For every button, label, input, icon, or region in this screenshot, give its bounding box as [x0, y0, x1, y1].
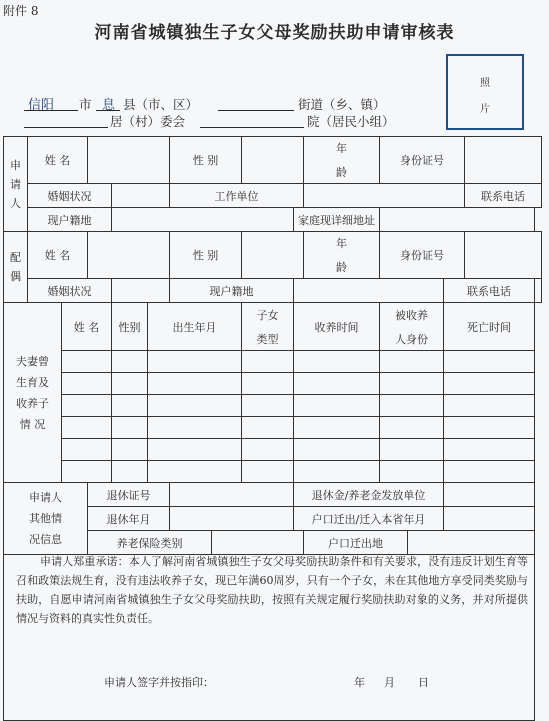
child-adopter-cell[interactable] [380, 439, 444, 461]
applicant-marital-label: 婚姻状况 [28, 184, 112, 208]
child-name-cell[interactable] [62, 417, 112, 439]
child-adopt-cell[interactable] [294, 461, 380, 483]
children-header-adopter: 被收养 人身份 [380, 303, 444, 351]
spouse-phone-field[interactable] [535, 279, 542, 303]
photo-box [446, 54, 524, 130]
children-section-label: 夫妻曾 生育及 收养子 情 况 [4, 303, 62, 483]
spouse-marital-field[interactable] [112, 279, 170, 303]
signature-year: 年 [354, 676, 365, 689]
child-name-cell[interactable] [62, 373, 112, 395]
spouse-phone-label: 联系电话 [444, 279, 535, 303]
promise-text: 申请人郑重承诺：本人了解河南省城镇独生子女父母奖励扶助条件和有关要求，没有违反计划生育等召和政策法规生育，没有违法收养子女，现已年满60周岁，只有一个子女，未在其他地方享受同类奖励与扶助，自愿申请河南省城镇独生子女父母奖励扶助，按照有关规定履行奖励扶助对象的义务，并对所提供情况与资料的真实性负责任。 [16, 555, 528, 625]
children-row [4, 461, 542, 483]
child-death-cell[interactable] [444, 439, 535, 461]
retire-cert-field[interactable] [170, 483, 294, 507]
child-adopt-cell[interactable] [294, 439, 380, 461]
spouse-name-label: 姓 名 [28, 232, 88, 279]
applicant-phone-label: 联系电话 [465, 184, 542, 208]
hukou-out-label: 户口迁出地 [304, 531, 408, 555]
applicant-gender-field[interactable] [242, 137, 304, 184]
child-adopt-cell[interactable] [294, 351, 380, 373]
children-row [4, 351, 542, 373]
pension-unit-field[interactable] [444, 483, 535, 507]
spouse-household-field[interactable] [294, 279, 444, 303]
child-name-cell[interactable] [62, 439, 112, 461]
applicant-id-label: 身份证号 [380, 137, 465, 184]
child-type-cell[interactable] [242, 351, 294, 373]
child-death-cell[interactable] [444, 351, 535, 373]
city-label: 市 [79, 97, 92, 112]
applicant-age-label: 年 龄 [304, 137, 380, 184]
child-type-cell[interactable] [242, 439, 294, 461]
county-label: 县（市、区） [123, 97, 199, 112]
child-name-cell[interactable] [62, 395, 112, 417]
retire-date-field[interactable] [170, 507, 294, 531]
children-header-adopt-time: 收养时间 [294, 303, 380, 351]
child-gender-cell[interactable] [112, 461, 148, 483]
child-adopt-cell[interactable] [294, 417, 380, 439]
children-header-gender: 性别 [112, 303, 148, 351]
child-type-cell[interactable] [242, 395, 294, 417]
children-header-type: 子女 类型 [242, 303, 294, 351]
children-row [4, 417, 542, 439]
child-birth-cell[interactable] [148, 373, 242, 395]
applicant-section-label: 申 请 人 [4, 137, 28, 232]
photo-label-1: 照 [480, 78, 490, 89]
city-value: 信阳 [28, 98, 55, 113]
child-adopter-cell[interactable] [380, 395, 444, 417]
application-form-table [3, 136, 542, 721]
children-row [4, 373, 542, 395]
committee-label: 居（村）委会 [110, 114, 186, 129]
spouse-household-label: 现户籍地 [170, 279, 294, 303]
hukou-move-label: 户口迁出/迁入本省年月 [294, 507, 444, 531]
child-adopter-cell[interactable] [380, 351, 444, 373]
children-row [4, 439, 542, 461]
child-type-cell[interactable] [242, 417, 294, 439]
spouse-section-label: 配 偶 [4, 232, 28, 303]
children-header-death: 死亡时间 [444, 303, 535, 351]
retire-date-label: 退休年月 [88, 507, 170, 531]
spouse-age-label: 年 龄 [304, 232, 380, 279]
applicant-household-field[interactable] [112, 208, 294, 232]
child-adopt-cell[interactable] [294, 373, 380, 395]
applicant-home-label: 家庭现详细地址 [294, 208, 380, 232]
spouse-id-field[interactable] [465, 232, 542, 279]
child-name-cell[interactable] [62, 461, 112, 483]
compound-blank[interactable] [200, 127, 304, 128]
applicant-marital-field[interactable] [112, 184, 170, 208]
child-gender-cell[interactable] [112, 417, 148, 439]
applicant-name-field[interactable] [88, 137, 170, 184]
child-adopter-cell[interactable] [380, 461, 444, 483]
compound-label: 院（居民小组） [307, 114, 395, 129]
children-header-birth: 出生年月 [148, 303, 242, 351]
attachment-label: 附件 8 [3, 4, 39, 18]
applicant-home-field[interactable] [380, 208, 535, 232]
signature-month: 月 [384, 676, 395, 689]
applicant-work-field[interactable] [304, 184, 465, 208]
child-gender-cell[interactable] [112, 395, 148, 417]
applicant-work-label: 工作单位 [170, 184, 304, 208]
applicant-gender-label: 性 别 [170, 137, 242, 184]
children-row [4, 395, 542, 417]
hukou-move-field[interactable] [444, 507, 535, 531]
signature-day: 日 [418, 676, 429, 689]
child-type-cell[interactable] [242, 373, 294, 395]
applicant-name-label: 姓 名 [28, 137, 88, 184]
form-title: 河南省城镇独生子女父母奖励扶助申请审核表 [94, 23, 455, 43]
child-death-cell[interactable] [444, 417, 535, 439]
spouse-gender-label: 性 别 [170, 232, 242, 279]
child-birth-cell[interactable] [148, 461, 242, 483]
children-header-name: 姓 名 [62, 303, 112, 351]
hukou-out-field[interactable] [408, 531, 535, 555]
applicant-id-field[interactable] [465, 137, 542, 184]
spouse-id-label: 身份证号 [380, 232, 465, 279]
retire-cert-label: 退休证号 [88, 483, 170, 507]
street-label: 街道（乡、镇） [298, 97, 386, 112]
child-death-cell[interactable] [444, 461, 535, 483]
insurance-field[interactable] [212, 531, 304, 555]
pension-unit-label: 退休金/养老金发放单位 [294, 483, 444, 507]
child-adopter-cell[interactable] [380, 417, 444, 439]
spouse-gender-field[interactable] [242, 232, 304, 279]
other-section-label: 申请人 其他情 况信息 [4, 483, 88, 555]
child-gender-cell[interactable] [112, 439, 148, 461]
street-blank[interactable] [218, 110, 294, 111]
child-adopter-cell[interactable] [380, 373, 444, 395]
applicant-household-label: 现户籍地 [28, 208, 112, 232]
child-name-cell[interactable] [62, 351, 112, 373]
photo-label-2: 片 [480, 104, 490, 115]
child-birth-cell[interactable] [148, 351, 242, 373]
insurance-label: 养老保险类别 [88, 531, 212, 555]
child-adopt-cell[interactable] [294, 395, 380, 417]
child-gender-cell[interactable] [112, 373, 148, 395]
county-value: 息 [102, 98, 116, 113]
child-birth-cell[interactable] [148, 417, 242, 439]
committee-blank[interactable] [24, 127, 108, 128]
spouse-marital-label: 婚姻状况 [28, 279, 112, 303]
child-birth-cell[interactable] [148, 439, 242, 461]
child-birth-cell[interactable] [148, 395, 242, 417]
child-death-cell[interactable] [444, 395, 535, 417]
child-gender-cell[interactable] [112, 351, 148, 373]
signature-label: 申请人签字并按指印： [104, 676, 214, 689]
child-death-cell[interactable] [444, 373, 535, 395]
child-type-cell[interactable] [242, 461, 294, 483]
spouse-name-field[interactable] [88, 232, 170, 279]
